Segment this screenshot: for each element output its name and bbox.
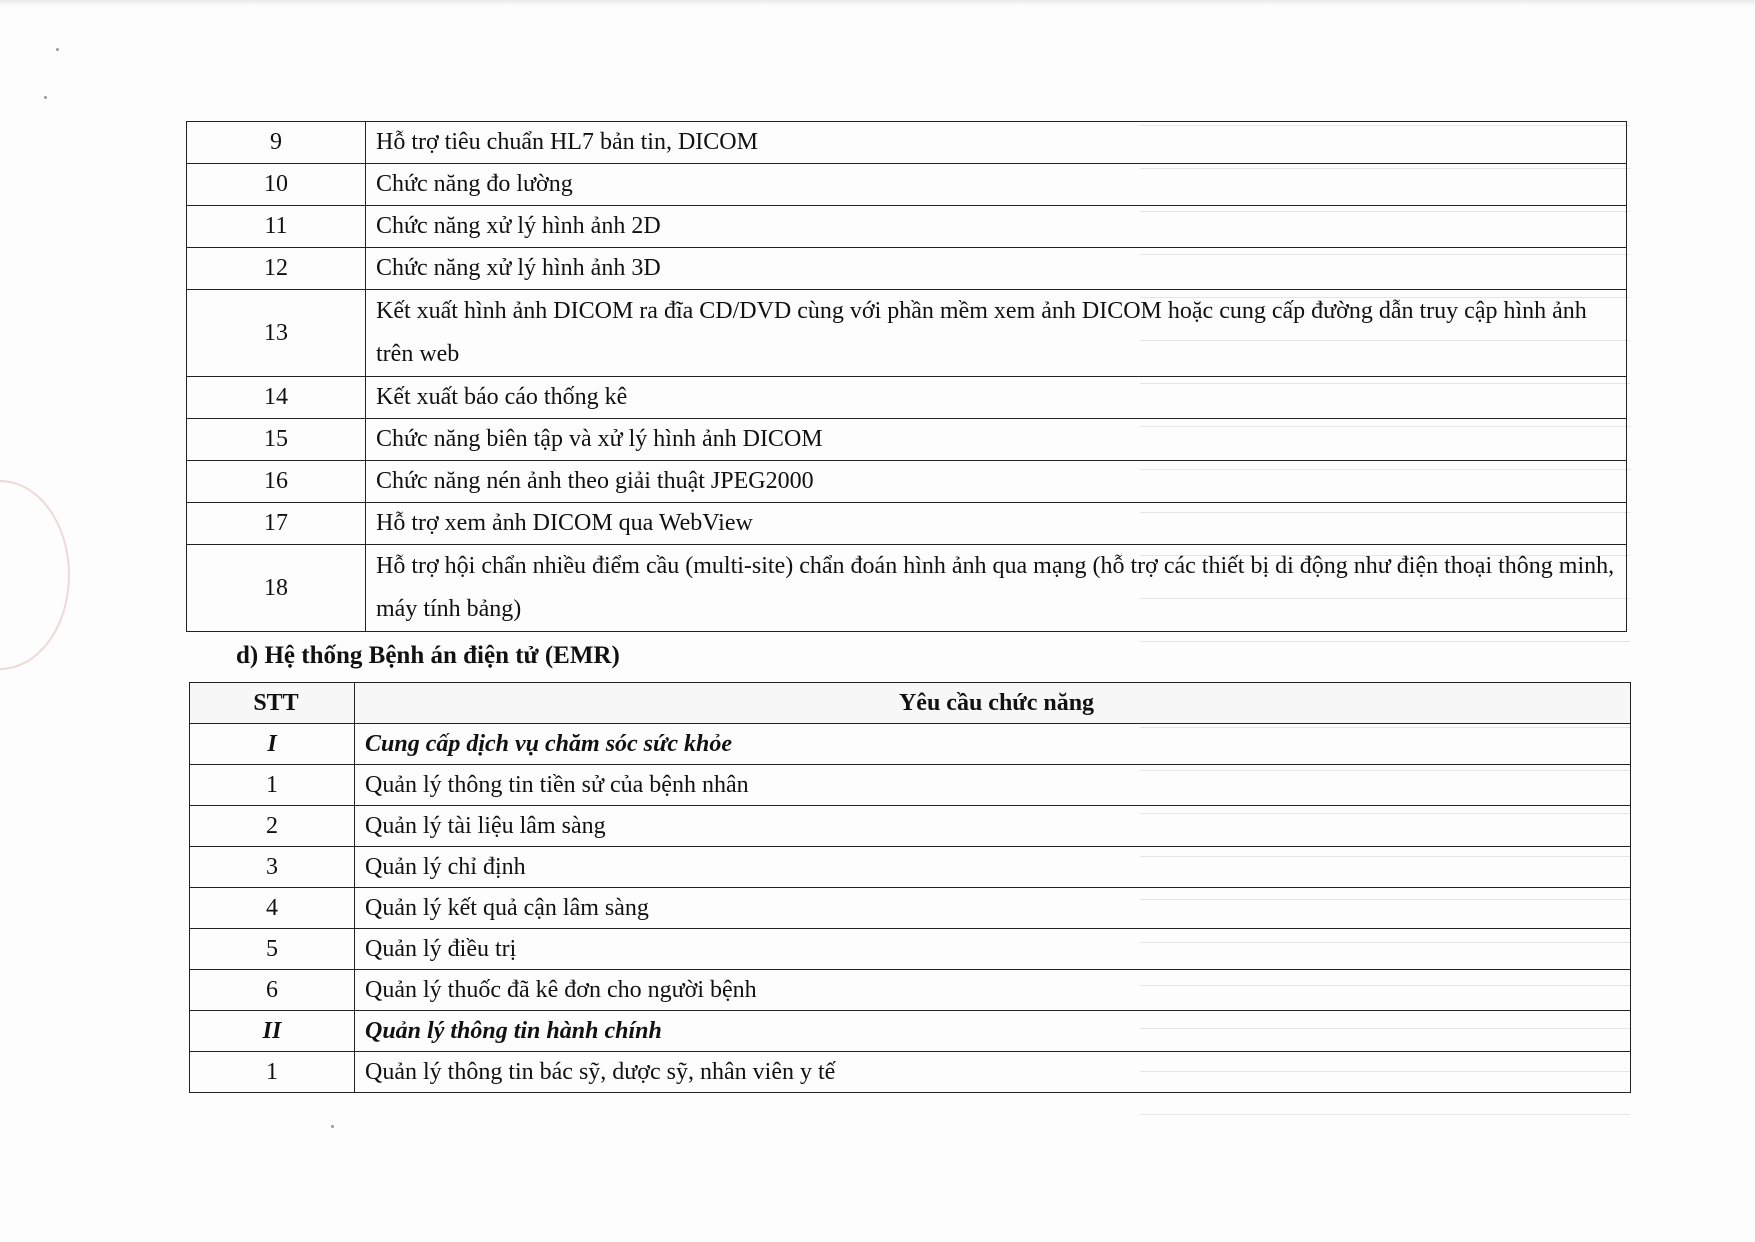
red-stamp-mark: [0, 480, 70, 670]
requirement-text: Chức năng nén ảnh theo giải thuật JPEG2000: [366, 461, 1627, 503]
row-number: 16: [187, 461, 366, 503]
group-title: Quản lý thông tin hành chính: [355, 1011, 1631, 1052]
table-row: [187, 248, 1627, 290]
table-row: [187, 377, 1627, 419]
group-row: [190, 1011, 1631, 1052]
requirement-text: Quản lý thuốc đã kê đơn cho người bệnh: [355, 970, 1631, 1011]
table-row: [187, 122, 1627, 164]
scan-speck: [44, 96, 47, 99]
row-number: 4: [190, 888, 355, 929]
group-number: II: [190, 1011, 355, 1052]
requirement-text: Quản lý thông tin tiền sử của bệnh nhân: [355, 765, 1631, 806]
row-number: 12: [187, 248, 366, 290]
table-row: [190, 970, 1631, 1011]
row-number: 5: [190, 929, 355, 970]
table-row: [187, 503, 1627, 545]
row-number: 2: [190, 806, 355, 847]
row-number: 3: [190, 847, 355, 888]
requirement-text: Chức năng xử lý hình ảnh 2D: [366, 206, 1627, 248]
table-row: [190, 929, 1631, 970]
requirement-text: Hỗ trợ tiêu chuẩn HL7 bản tin, DICOM: [366, 122, 1627, 164]
group-title: Cung cấp dịch vụ chăm sóc sức khỏe: [355, 724, 1631, 765]
requirement-text: Hỗ trợ xem ảnh DICOM qua WebView: [366, 503, 1627, 545]
table-row: [190, 1052, 1631, 1093]
requirement-text: Kết xuất báo cáo thống kê: [366, 377, 1627, 419]
row-number: 10: [187, 164, 366, 206]
row-number: 18: [187, 545, 366, 632]
section-heading-emr: d) Hệ thống Bệnh án điện tử (EMR): [236, 642, 620, 669]
table-row: [187, 545, 1627, 632]
row-number: 17: [187, 503, 366, 545]
column-header-stt: STT: [190, 683, 355, 724]
table-header-row: [190, 683, 1631, 724]
row-number: 1: [190, 1052, 355, 1093]
table-row: [187, 461, 1627, 503]
row-number: 14: [187, 377, 366, 419]
group-number: I: [190, 724, 355, 765]
requirement-text: Chức năng biên tập và xử lý hình ảnh DICOM: [366, 419, 1627, 461]
table-row: [187, 164, 1627, 206]
requirement-text: Hỗ trợ hội chẩn nhiều điểm cầu (multi-site) chẩn đoán hình ảnh qua mạng (hỗ trợ các thiết bị di động như điện thoại thông minh, máy tính bảng): [366, 545, 1627, 632]
requirement-text: Quản lý thông tin bác sỹ, dược sỹ, nhân viên y tế: [355, 1052, 1631, 1093]
table-row: [190, 806, 1631, 847]
table-row: [190, 847, 1631, 888]
table-row: [190, 888, 1631, 929]
row-number: 11: [187, 206, 366, 248]
requirement-text: Quản lý kết quả cận lâm sàng: [355, 888, 1631, 929]
imaging-requirements-table: [186, 121, 1627, 632]
requirement-text: Kết xuất hình ảnh DICOM ra đĩa CD/DVD cùng với phần mềm xem ảnh DICOM hoặc cung cấp đường dẫn truy cập hình ảnh trên web: [366, 290, 1627, 377]
row-number: 13: [187, 290, 366, 377]
column-header-requirement: Yêu cầu chức năng: [355, 683, 1631, 724]
requirement-text: Quản lý tài liệu lâm sàng: [355, 806, 1631, 847]
emr-requirements-table: [189, 682, 1631, 1093]
row-number: 9: [187, 122, 366, 164]
table-row: [187, 419, 1627, 461]
requirement-text: Chức năng xử lý hình ảnh 3D: [366, 248, 1627, 290]
row-number: 1: [190, 765, 355, 806]
row-number: 15: [187, 419, 366, 461]
table-row: [190, 765, 1631, 806]
requirement-text: Quản lý chỉ định: [355, 847, 1631, 888]
group-row: [190, 724, 1631, 765]
row-number: 6: [190, 970, 355, 1011]
table-row: [187, 206, 1627, 248]
scan-speck: [56, 48, 59, 51]
table-row: [187, 290, 1627, 377]
scan-speck: [331, 1125, 334, 1128]
requirement-text: Chức năng đo lường: [366, 164, 1627, 206]
requirement-text: Quản lý điều trị: [355, 929, 1631, 970]
scan-edge: [0, 0, 1755, 6]
